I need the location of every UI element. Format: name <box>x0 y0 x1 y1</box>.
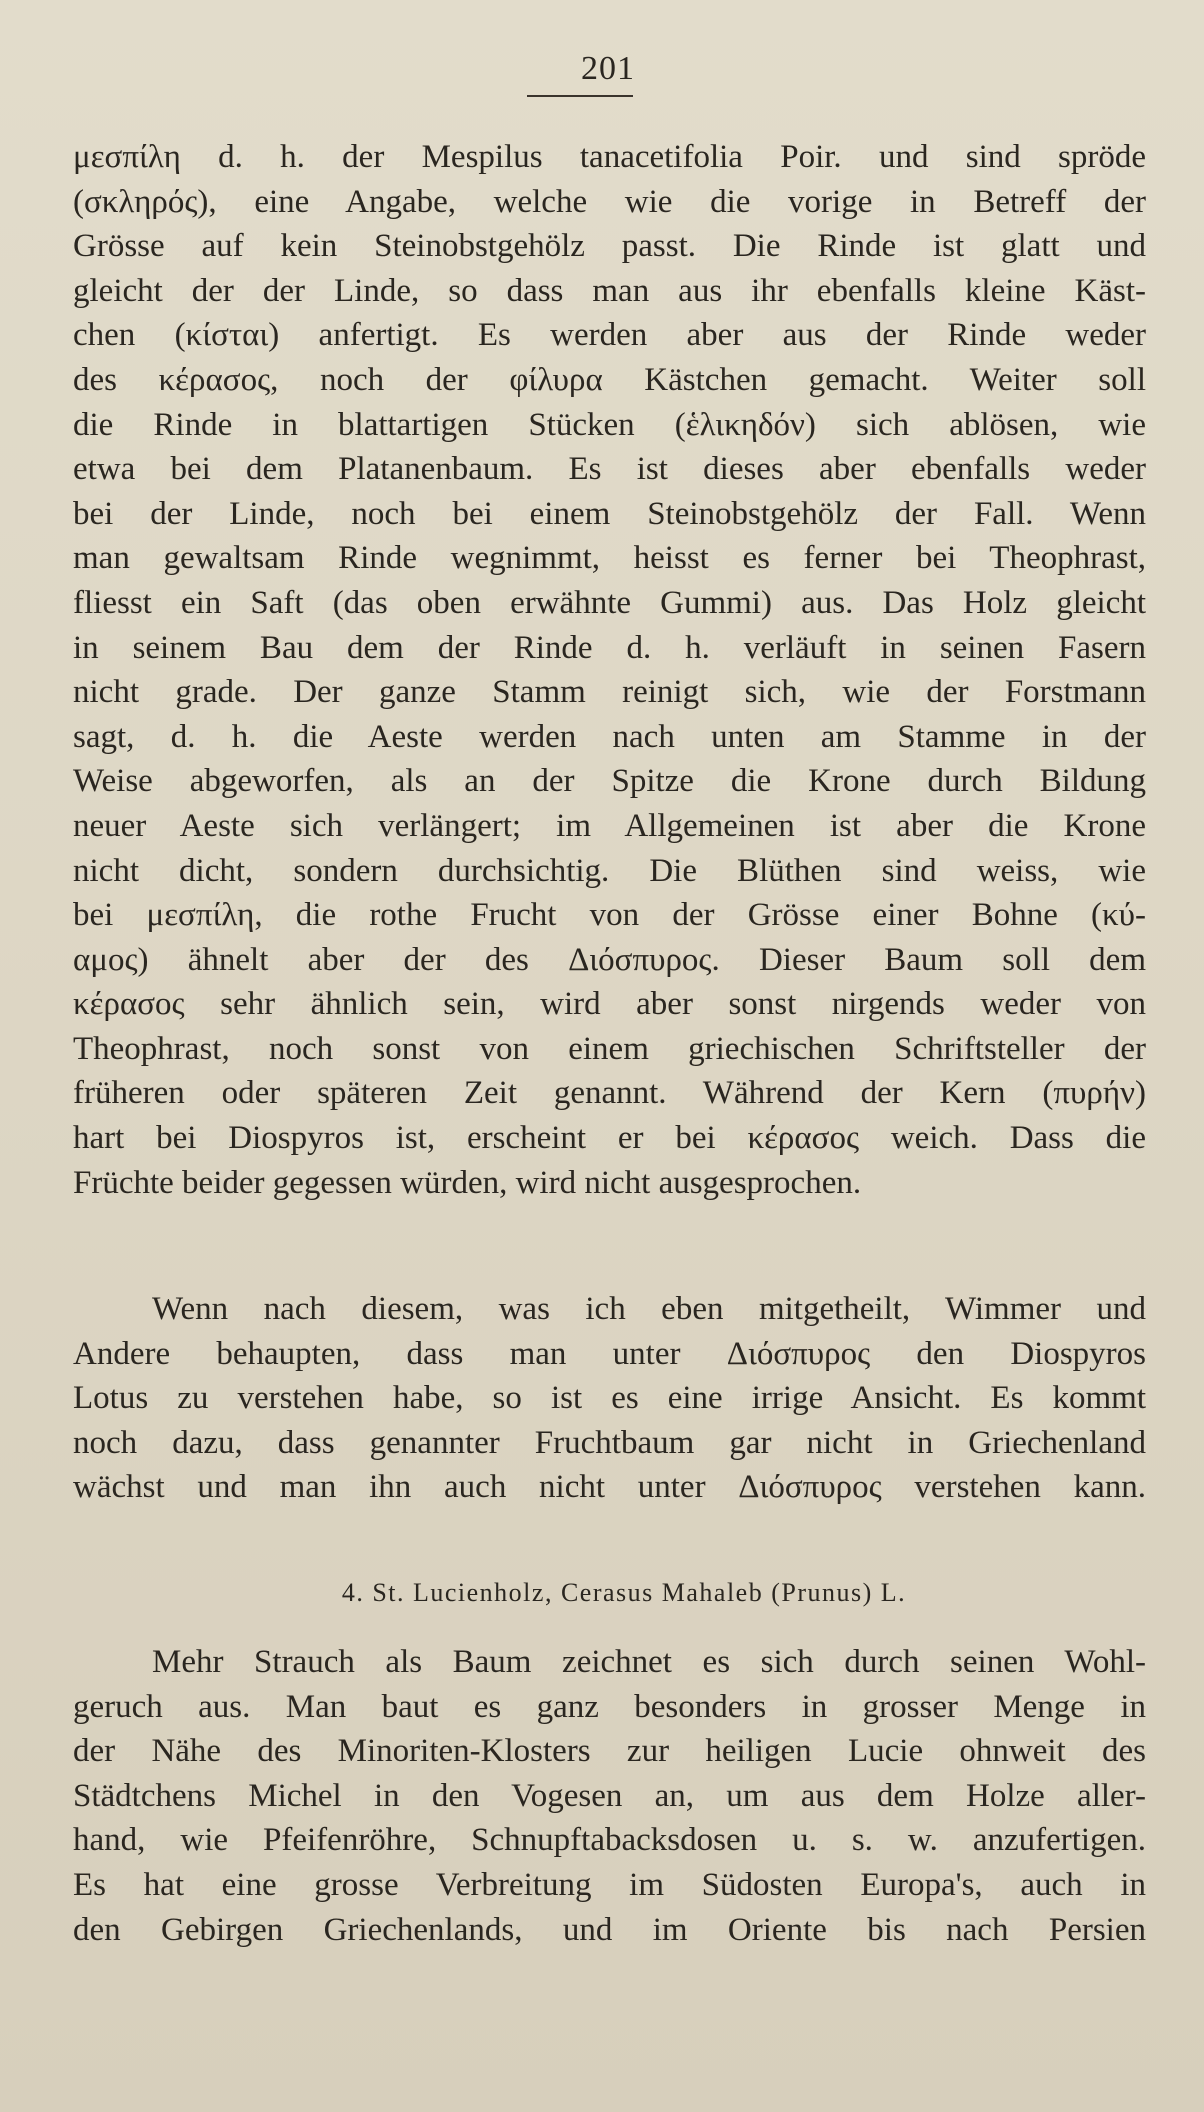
text-line: nicht dicht, sondern durchsichtig. Die Blüthen sind weiss, wie <box>73 852 1146 889</box>
text-line: man gewaltsam Rinde wegnimmt, heisst es ferner bei Theophrast, <box>73 540 1146 577</box>
text-line: Mehr Strauch als Baum zeichnet es sich durch seinen Wohl- <box>152 1644 1146 1680</box>
text-line: Wenn nach diesem, was ich eben mitgetheilt, Wimmer und <box>152 1291 1146 1327</box>
text-line: μεσπίλη d. h. der Mespilus tanacetifolia Poir. und sind spröde <box>73 139 1146 175</box>
text-line: geruch aus. Man baut es ganz besonders in grosser Menge in <box>73 1688 1146 1725</box>
text-line: nicht grade. Der ganze Stamm reinigt sich, wie der Forstmann <box>73 674 1146 711</box>
text-line: Früchte beider gegessen würden, wird nicht ausgesprochen. <box>73 1164 862 1201</box>
text-line: Andere behaupten, dass man unter Διόσπυρος den Diospyros <box>73 1335 1146 1372</box>
paragraph-1 <box>73 135 1146 1205</box>
text-line: gleicht der der Linde, so dass man aus ihr ebenfalls kleine Käst- <box>73 272 1146 309</box>
text-line: etwa bei dem Platanenbaum. Es ist dieses aber ebenfalls weder <box>73 451 1146 488</box>
text-line: des κέρασος, noch der φίλυρα Kästchen gemacht. Weiter soll <box>73 361 1146 398</box>
text-line: noch dazu, dass genannter Fruchtbaum gar nicht in Griechenland <box>73 1424 1146 1461</box>
text-line: hand, wie Pfeifenröhre, Schnupftabacksdosen u. s. w. anzufertigen. <box>73 1822 1146 1859</box>
text-line: früheren oder späteren Zeit genannt. Während der Kern (πυρήν) <box>73 1075 1146 1112</box>
text-line: fliesst ein Saft (das oben erwähnte Gummi) aus. Das Holz gleicht <box>73 584 1146 621</box>
text-line: chen (κίσται) anfertigt. Es werden aber aus der Rinde weder <box>73 317 1146 354</box>
section-heading: 4. St. Lucienholz, Cerasus Mahaleb (Prunus) L. <box>341 1578 907 1607</box>
text-line: κέρασος sehr ähnlich sein, wird aber sonst nirgends weder von <box>73 986 1146 1023</box>
paragraph-2 <box>73 1287 1146 1510</box>
text-line: αμος) ähnelt aber der des Διόσπυρος. Dieser Baum soll dem <box>73 941 1146 978</box>
text-line: bei der Linde, noch bei einem Steinobstgehölz der Fall. Wenn <box>73 495 1146 532</box>
paragraph-3 <box>73 1640 1146 1952</box>
text-line: Städtchens Michel in den Vogesen an, um aus dem Holze aller- <box>73 1777 1146 1814</box>
text-line: sagt, d. h. die Aeste werden nach unten am Stamme in der <box>73 718 1146 755</box>
text-line: der Nähe des Minoriten-Klosters zur heiligen Lucie ohnweit des <box>73 1733 1146 1770</box>
text-line: die Rinde in blattartigen Stücken (ἑλικηδόν) sich ablösen, wie <box>73 406 1146 443</box>
text-line: Theophrast, noch sonst von einem griechischen Schriftsteller der <box>73 1030 1146 1067</box>
text-line: neuer Aeste sich verlängert; im Allgemeinen ist aber die Krone <box>73 807 1146 844</box>
text-line: in seinem Bau dem der Rinde d. h. verläuft in seinen Fasern <box>73 629 1146 666</box>
text-line: hart bei Diospyros ist, erscheint er bei κέρασος weich. Dass die <box>73 1120 1146 1157</box>
text-line: den Gebirgen Griechenlands, und im Oriente bis nach Persien <box>73 1911 1146 1948</box>
text-line: (σκληρός), eine Angabe, welche wie die vorige in Betreff der <box>73 183 1146 220</box>
text-line: bei μεσπίλη, die rothe Frucht von der Grösse einer Bohne (κύ- <box>73 897 1146 934</box>
page-number: 201 <box>581 50 635 87</box>
text-line: Grösse auf kein Steinobstgehölz passt. Die Rinde ist glatt und <box>73 228 1146 265</box>
page-number-rule <box>527 95 633 97</box>
text-line: wächst und man ihn auch nicht unter Διόσπυρος verstehen kann. <box>73 1469 1146 1506</box>
text-line: Es hat eine grosse Verbreitung im Südosten Europa's, auch in <box>73 1866 1146 1903</box>
text-line: Lotus zu verstehen habe, so ist es eine irrige Ansicht. Es kommt <box>73 1380 1146 1417</box>
text-line: Weise abgeworfen, als an der Spitze die Krone durch Bildung <box>73 763 1146 800</box>
